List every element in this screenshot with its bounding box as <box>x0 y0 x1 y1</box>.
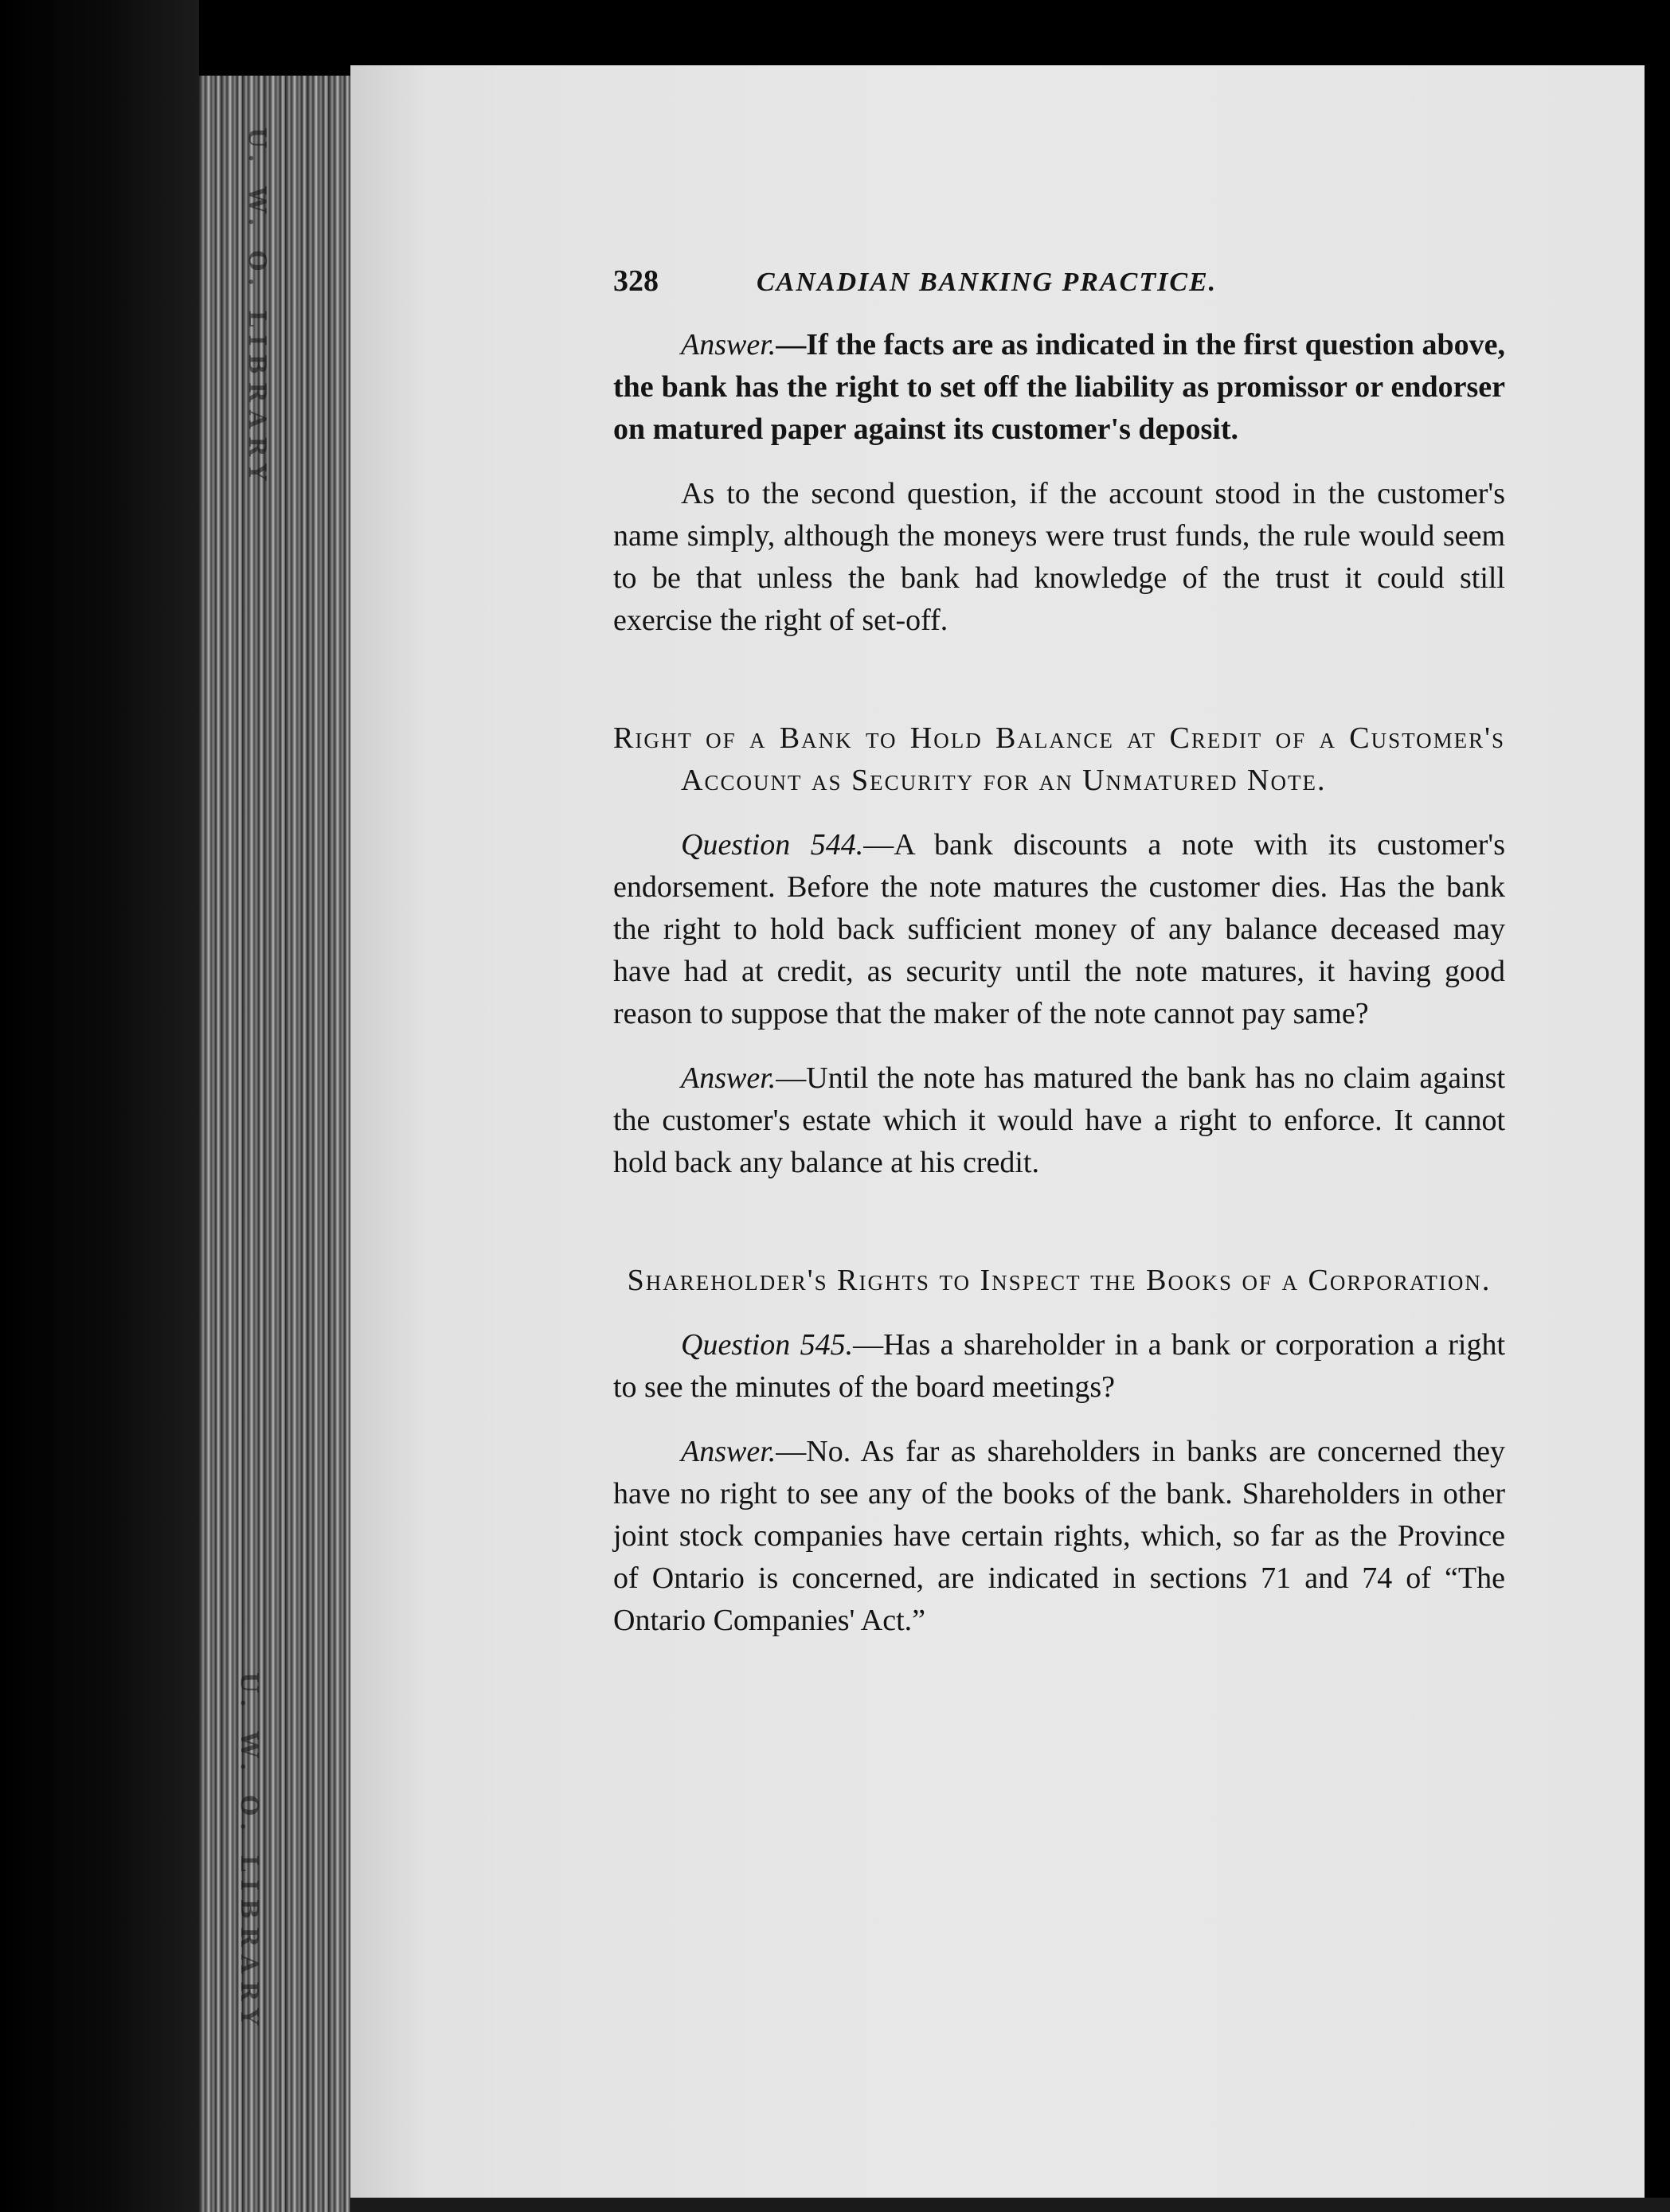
answer-label: Answer. <box>681 328 776 362</box>
question-544 <box>613 824 1505 1035</box>
question-545 <box>613 1324 1505 1409</box>
page-header <box>613 260 1505 303</box>
question-text: —A bank discounts a note with its customer's endorsement. Before the note matures the customer dies. Has the bank the right to hold back sufficient money of any balance deceased may have had at credit, as security until the note matures, it having good reason to suppose that the maker of the note cannot pay same? <box>613 828 1505 1030</box>
question-text: —Has a shareholder in a bank or corporation a right to see the minutes of the board meetings? <box>613 1328 1506 1404</box>
book-page-edges <box>199 76 354 2212</box>
film-border-left <box>0 0 199 2212</box>
answer-text: —If the facts are as indicated in the first question above, the bank has the right to set off the liability as promissor or endorser on matured paper against its customer's deposit. <box>613 328 1505 446</box>
film-border-top <box>0 0 1670 64</box>
question-label: Question 544. <box>681 828 864 862</box>
section-heading-2: Shareholder's Rights to Inspect the Books of a Corporation. <box>627 1264 1492 1297</box>
paragraph-set-off: As to the second question, if the account stood in the customer's name simply, although the moneys were trust funds, the rule would seem to be that unless the bank had knowledge of the trust it could still exercise the right of set-off. <box>613 477 1505 637</box>
library-edge-stamp-bottom: U. W. O. LIBRARY <box>235 1672 263 2034</box>
book-page <box>350 65 1645 2212</box>
answer-label: Answer. <box>681 1435 776 1468</box>
film-border-right <box>1645 65 1670 2212</box>
answer-544 <box>613 1057 1505 1184</box>
answer-text: —No. As far as shareholders in banks are concerned they have no right to see any of the books of the bank. Shareholders in other joint stock companies have certain rights, which, so far as the Province of Ontario is concerned, are indicated in sections 71 and 74 of “The Ontario Companies' Act.” <box>613 1435 1505 1637</box>
page-text <box>613 260 1505 1642</box>
answer-label: Answer. <box>681 1061 776 1095</box>
film-border-bottom <box>350 2198 1670 2212</box>
library-edge-stamp-top: U. W. O. LIBRARY <box>243 127 271 489</box>
answer-545 <box>613 1431 1505 1642</box>
answer-text: —Until the note has matured the bank has no claim against the customer's estate which it would have a right to enforce. It cannot hold back any balance at his credit. <box>613 1061 1505 1179</box>
answer-paragraph-1 <box>613 324 1505 451</box>
question-label: Question 545. <box>681 1328 854 1362</box>
page-number: 328 <box>613 264 659 298</box>
running-title: CANADIAN BANKING PRACTICE. <box>757 268 1218 297</box>
section-heading-1: Right of a Bank to Hold Balance at Credit of a Customer's Account as Security for an Unmatured Note. <box>613 721 1505 797</box>
